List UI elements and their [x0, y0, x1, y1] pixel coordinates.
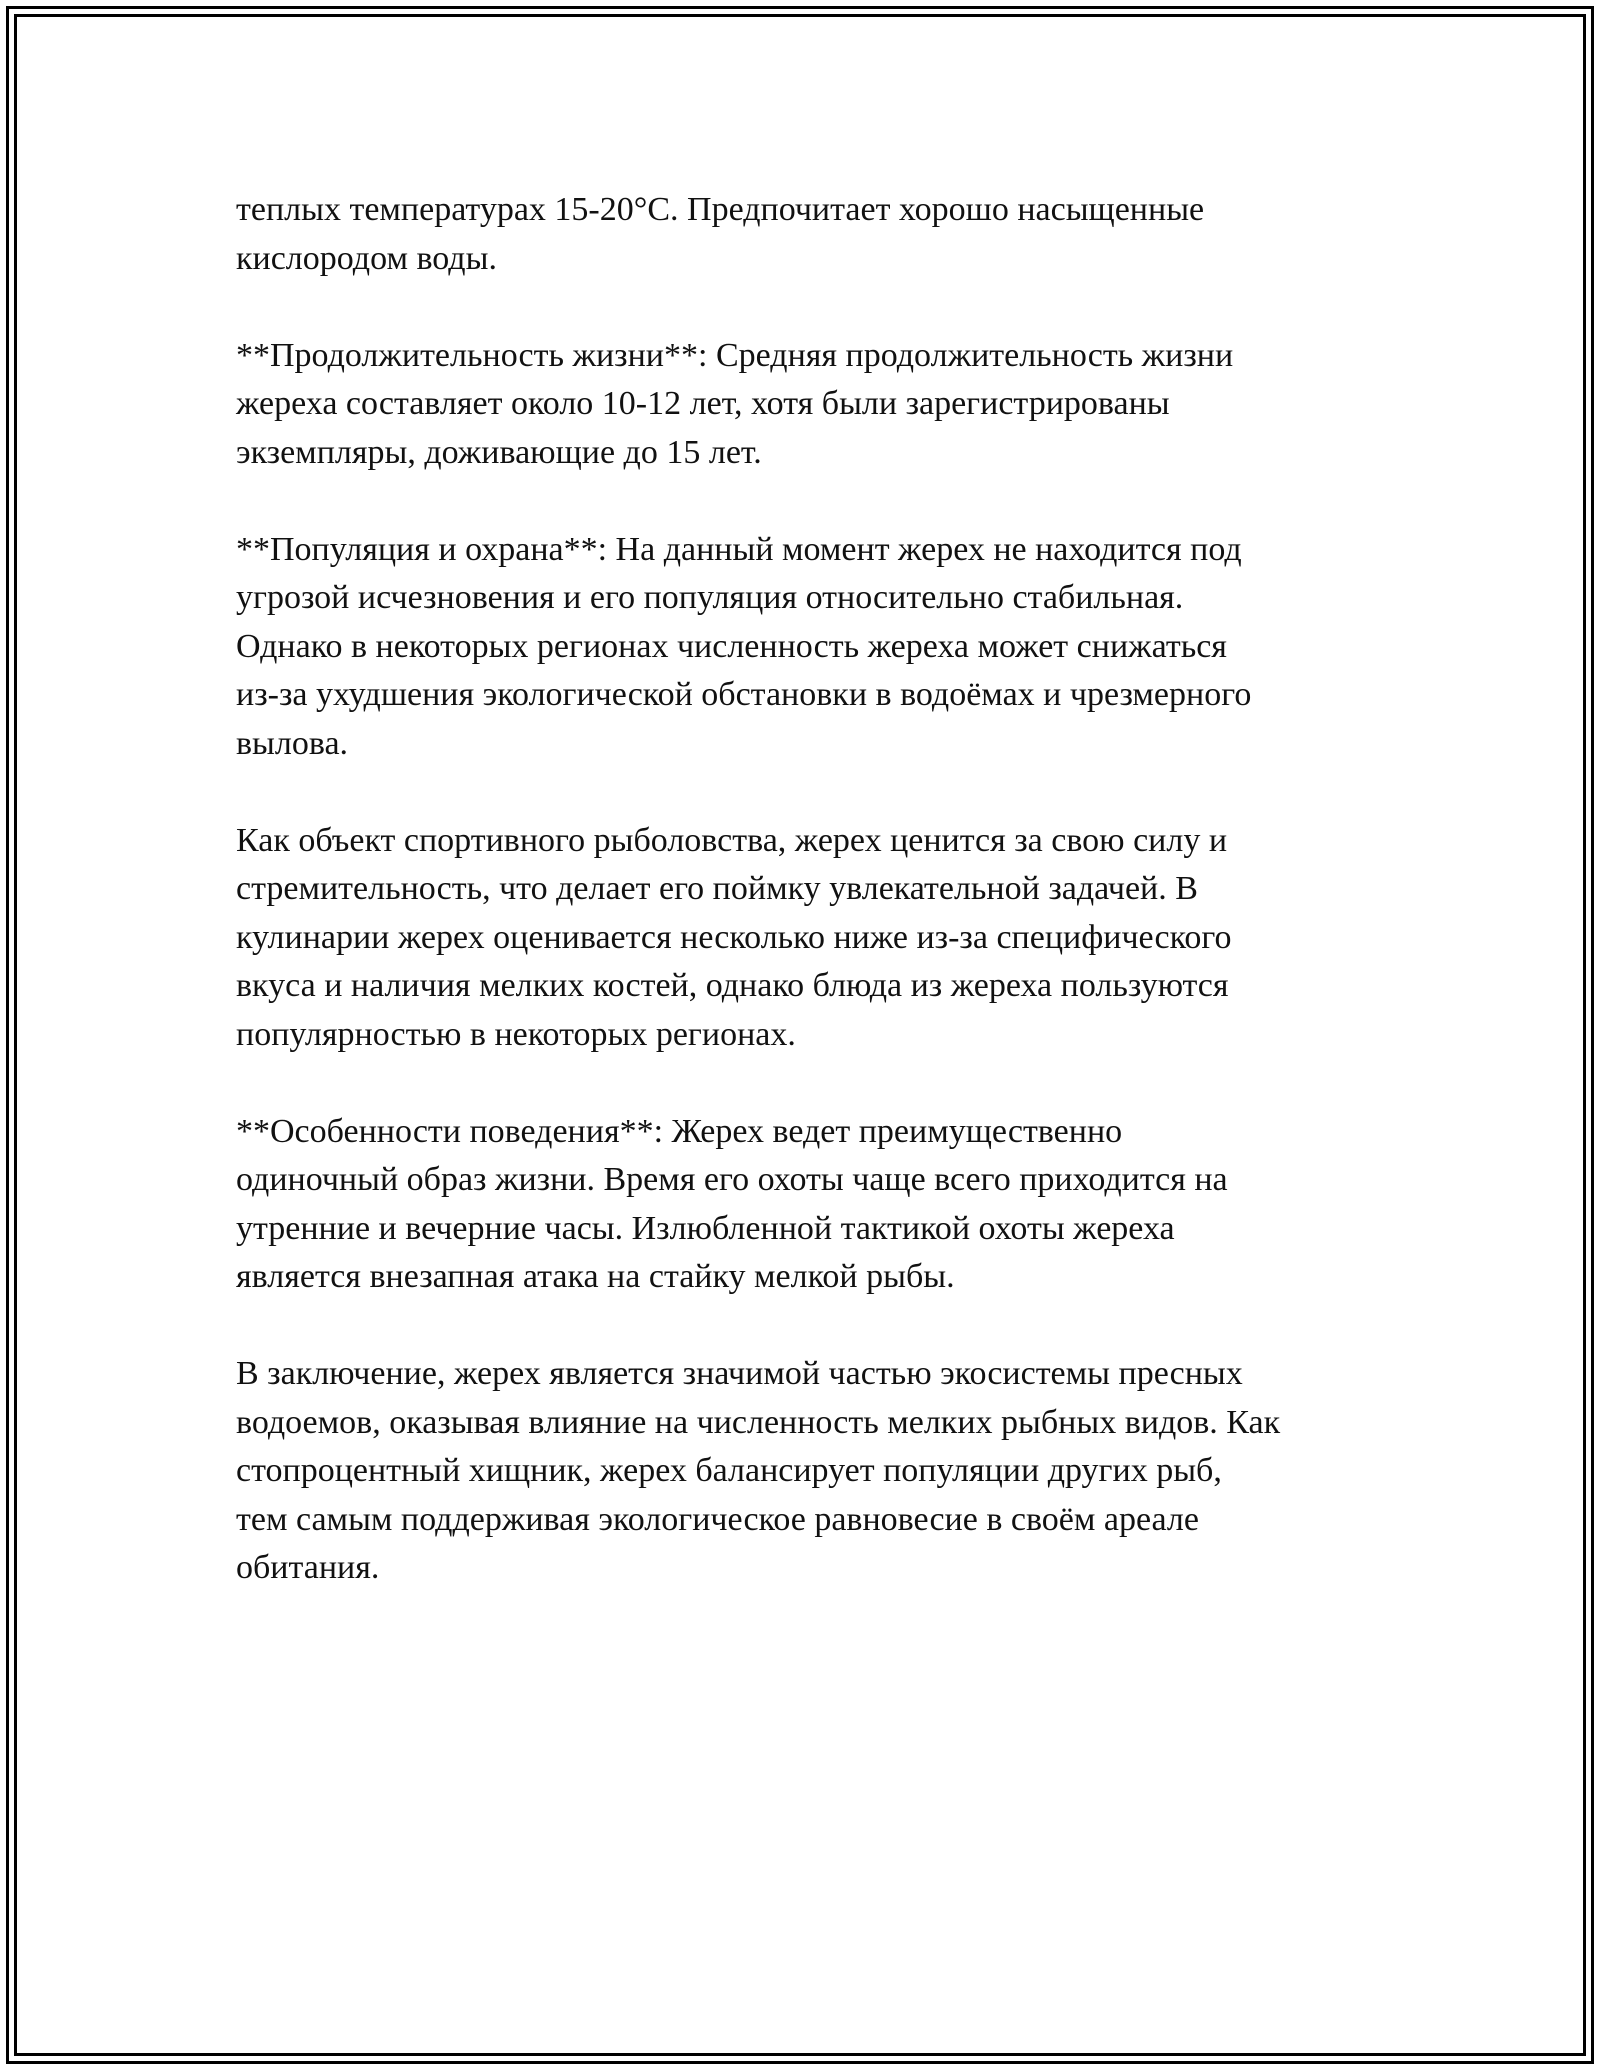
paragraph-spacer: [236, 477, 1396, 526]
paragraph-temperature: [236, 186, 1396, 283]
text-line: обитания.: [236, 1549, 380, 1586]
text-line: стопроцентный хищник, жерех балансирует популяции других рыб,: [236, 1452, 1222, 1489]
text-line: из-за ухудшения экологической обстановки в водоёмах и чрезмерного: [236, 676, 1252, 713]
text-line: В заключение, жерех является значимой частью экосистемы пресных: [236, 1355, 1243, 1392]
text-line: водоемов, оказывая влияние на численность мелких рыбных видов. Как: [236, 1403, 1281, 1441]
text-line: вылова.: [236, 724, 349, 762]
text-line: угрозой исчезновения и его популяция относительно стабильная.: [236, 579, 1184, 616]
text-line: кулинарии жерех оценивается несколько ниже из-за специфического: [236, 918, 1232, 956]
paragraph-spacer: [236, 768, 1396, 817]
paragraph-lifespan: [236, 332, 1396, 478]
text-line: утренние и вечерние часы. Излюбленной тактикой охоты жереха: [236, 1209, 1175, 1247]
paragraph-spacer: [236, 1059, 1396, 1108]
text-line: тем самым поддерживая экологическое равновесие в своём ареале: [236, 1500, 1199, 1538]
text-line: **Особенности поведения**: Жерех ведет преимущественно: [236, 1112, 1123, 1150]
text-line: экземпляры, доживающие до 15 лет.: [236, 433, 762, 471]
text-line: теплых температурах 15-20°C. Предпочитает хорошо насыщенные: [236, 191, 1205, 228]
text-line: жереха составляет около 10-12 лет, хотя были зарегистрированы: [236, 385, 1170, 422]
text-line: Однако в некоторых регионах численность жереха может снижаться: [236, 627, 1227, 665]
text-line: кислородом воды.: [236, 239, 497, 277]
text-line: одиночный образ жизни. Время его охоты чаще всего приходится на: [236, 1161, 1228, 1198]
document-body: [236, 186, 1396, 1593]
text-line: стремительность, что делает его поймку увлекательной задачей. В: [236, 870, 1198, 907]
text-line: вкуса и наличия мелких костей, однако блюда из жереха пользуются: [236, 967, 1229, 1004]
text-line: **Продолжительность жизни**: Средняя продолжительность жизни: [236, 336, 1234, 374]
paragraph-spacer: [236, 283, 1396, 332]
paragraph-behavior: [236, 1108, 1396, 1302]
text-line: **Популяция и охрана**: На данный момент жерех не находится под: [236, 530, 1242, 568]
paragraph-population: [236, 526, 1396, 769]
text-line: популярностью в некоторых регионах.: [236, 1015, 796, 1053]
text-line: является внезапная атака на стайку мелкой рыбы.: [236, 1258, 955, 1295]
paragraph-spacer: [236, 1302, 1396, 1351]
paragraph-conclusion: [236, 1350, 1396, 1593]
text-line: Как объект спортивного рыболовства, жерех ценится за свою силу и: [236, 821, 1228, 859]
paragraph-sport-fishing: [236, 817, 1396, 1060]
